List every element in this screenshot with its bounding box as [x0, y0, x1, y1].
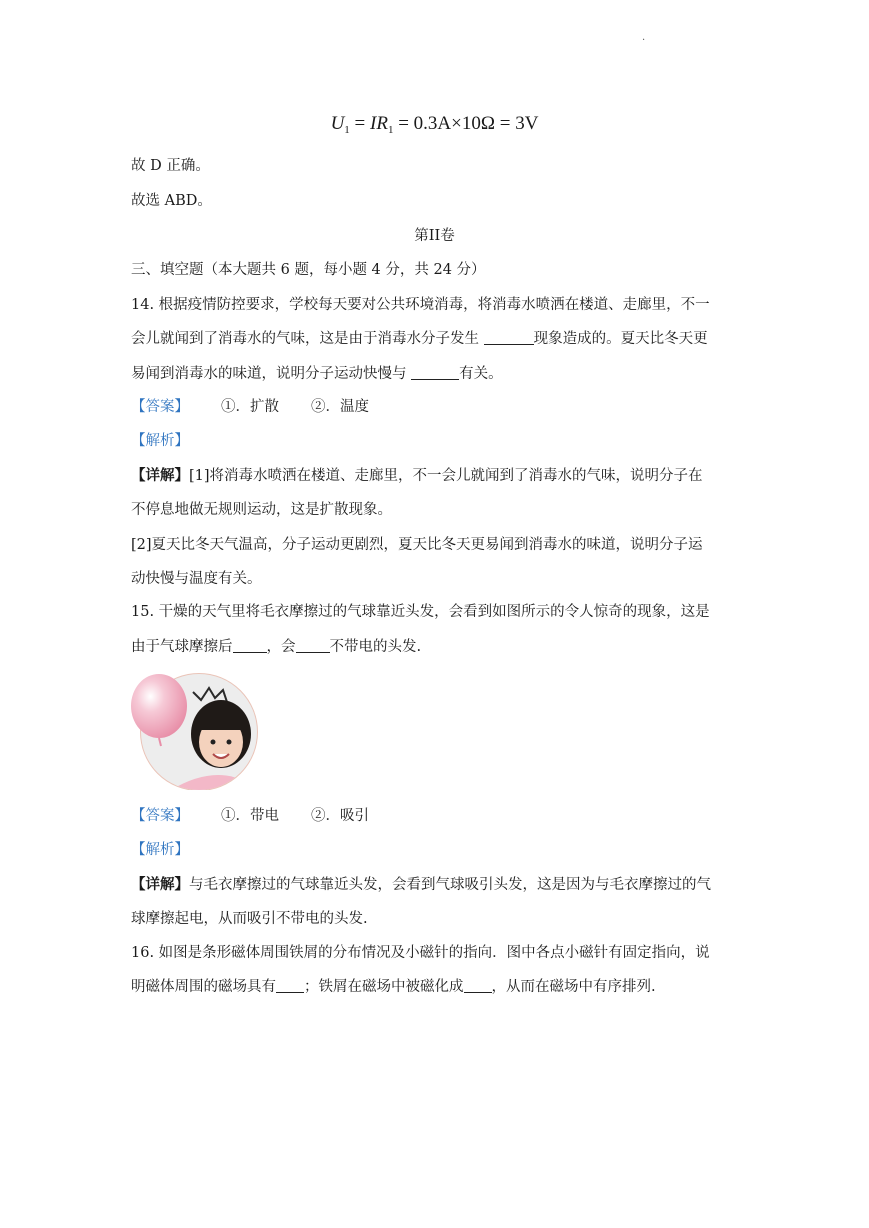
detail-line: 【详解】与毛衣摩擦过的气球靠近头发，会看到气球吸引头发，这是因为与毛衣摩擦过的气 [131, 876, 711, 893]
question-16-line: 16. 如图是条形磁体周围铁屑的分布情况及小磁针的指向．图中各点小磁针有固定指向，说 [131, 945, 710, 961]
answer-option: ①．扩散 [221, 399, 279, 415]
text-line: 故 D 正确。 [131, 158, 210, 174]
answer-row-14 [131, 397, 369, 417]
question-15-line: 15. 干燥的天气里将毛衣摩擦过的气球靠近头发，会看到如图所示的令人惊奇的现象，这是 [131, 604, 710, 620]
analysis-label: 【解析】 [131, 842, 189, 858]
formula-u1: $U_1 = IR_1 = 0.3A\times 10\Omega = 3V$ [330, 113, 539, 136]
detail-line: [2]夏天比冬天气温高，分子运动更剧烈，夏天比冬天更易闻到消毒水的味道，说明分子运 [131, 537, 703, 553]
detail-label: 【详解】 [131, 467, 189, 484]
answer-label: 【答案】 [131, 399, 189, 415]
answer-row-15 [131, 806, 369, 826]
analysis-label: 【解析】 [131, 433, 189, 449]
balloon-hair-photo [131, 672, 259, 790]
question-15-line: 由于气球摩擦后 ，会 不带电的头发. [131, 639, 422, 655]
answer-blank [411, 365, 459, 380]
detail-line: 球摩擦起电，从而吸引不带电的头发. [131, 911, 368, 927]
answer-blank [276, 978, 304, 993]
answer-blank [464, 978, 492, 993]
question-14-line: 14. 根据疫情防控要求，学校每天要对公共环境消毒，将消毒水喷洒在楼道、走廊里，不一 [131, 297, 710, 313]
answer-option: ②．温度 [311, 399, 369, 415]
answer-blank [484, 330, 534, 345]
question-16-line: 明磁体周围的磁场具有 ；铁屑在磁场中被磁化成 ，从而在磁场中有序排列. [131, 979, 656, 995]
detail-line: 【详解】[1]将消毒水喷洒在楼道、走廊里，不一会儿就闻到了消毒水的气味，说明分子在 [131, 467, 703, 484]
answer-label: 【答案】 [131, 808, 189, 824]
answer-option: ①．带电 [221, 808, 279, 824]
question-14-line: 易闻到消毒水的味道，说明分子运动快慢与 有关。 [131, 366, 503, 382]
detail-label: 【详解】 [131, 876, 189, 893]
detail-line: 不停息地做无规则运动，这是扩散现象。 [131, 502, 392, 518]
answer-option: ②．吸引 [311, 808, 369, 824]
question-14-line: 会儿就闻到了消毒水的气味，这是由于消毒水分子发生 现象造成的。夏天比冬天更 [131, 331, 708, 347]
answer-blank [233, 638, 267, 653]
answer-blank [296, 638, 330, 653]
section-title: 第II卷 [414, 228, 455, 244]
text-line: 故选 ABD。 [131, 193, 212, 209]
detail-line: 动快慢与温度有关。 [131, 571, 262, 587]
header-dot: . [642, 32, 646, 43]
section-heading: 三、填空题（本大题共 6 题，每小题 4 分，共 24 分） [131, 262, 486, 278]
